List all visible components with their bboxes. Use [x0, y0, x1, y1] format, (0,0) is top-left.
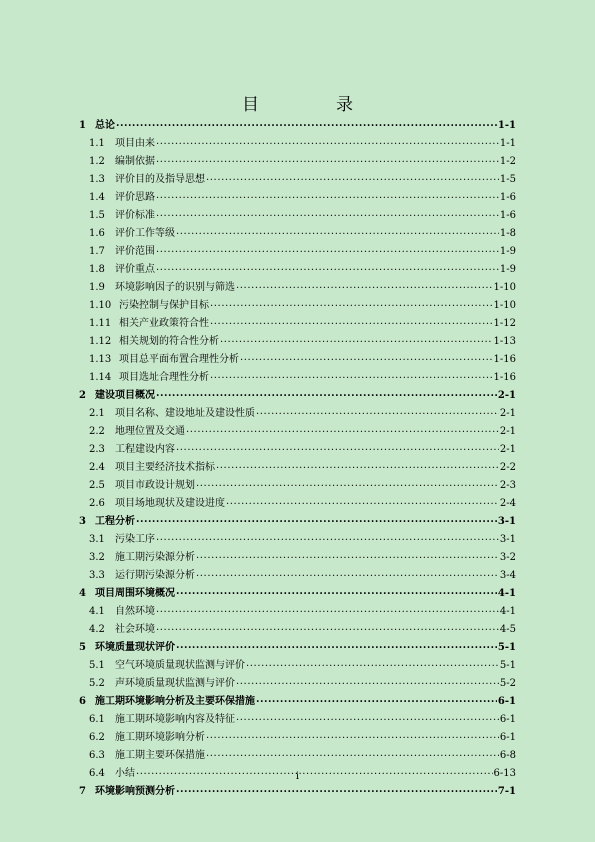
dot-leader: [176, 583, 497, 601]
toc-entry-title: 评价范围: [115, 246, 155, 257]
toc-entry-number: 1: [79, 120, 86, 131]
toc-entry-page: 2-1: [499, 408, 516, 419]
toc-entry-number: 1.6: [89, 228, 105, 239]
toc-entry-page: 6-1: [499, 714, 516, 725]
toc-entry-title: 环境影响预测分析: [95, 786, 175, 797]
toc-entry-page: 2-1: [497, 390, 516, 401]
toc-entry-title: 项目总平面布置合理性分析: [119, 354, 239, 365]
dot-leader: [216, 457, 499, 475]
toc-entry-title: 环境质量现状评价: [95, 642, 175, 653]
toc-entry-number: 3.2: [89, 552, 105, 563]
toc-entry-page: 5-1: [499, 660, 516, 671]
dot-leader: [116, 115, 497, 133]
toc-entry-page: 1-16: [493, 354, 516, 365]
toc-entry-title: 社会环境: [115, 624, 155, 635]
toc-entry-title: 施工期污染源分析: [115, 552, 195, 563]
page-number-footer: i: [295, 771, 300, 782]
toc-entry-page: 5-1: [497, 642, 516, 653]
toc-entry-page: 7-1: [497, 786, 516, 797]
toc-entry-title: 项目名称、建设地址及建设性质: [115, 408, 255, 419]
toc-entry-title: 项目周围环境概况: [95, 588, 175, 599]
toc-entry-page: 1-9: [499, 246, 516, 257]
toc-entry-page: 2-1: [499, 426, 516, 437]
toc-entry-page: 2-4: [499, 498, 516, 509]
dot-leader: [196, 547, 499, 565]
toc-entry-number: 1.3: [89, 174, 105, 185]
toc-entry-number: 4: [79, 588, 86, 599]
toc-entry-title: 相关规划的符合性分析: [119, 336, 219, 347]
toc-entry-page: 1-10: [493, 282, 516, 293]
dot-leader: [206, 727, 499, 745]
toc-entry-page: 3-2: [499, 552, 516, 563]
toc-entry-page: 6-13: [493, 768, 516, 779]
toc-entry-title: 编制依据: [115, 156, 155, 167]
toc-entry-page: 1-1: [499, 138, 516, 149]
toc-entry-title: 项目场地现状及建设进度: [115, 498, 225, 509]
dot-leader: [220, 331, 493, 349]
dot-leader: [256, 691, 497, 709]
dot-leader: [210, 313, 493, 331]
toc-entry-title: 施工期环境影响内容及特征: [115, 714, 235, 725]
toc-entry-number: 3.1: [89, 534, 105, 545]
toc-entry-page: 1-6: [499, 210, 516, 221]
dot-leader: [156, 529, 499, 547]
toc-entry-number: 2.6: [89, 498, 105, 509]
toc-entry-page: 1-13: [493, 336, 516, 347]
toc-entry-number: 6.4: [89, 768, 105, 779]
toc-entry-number: 1.4: [89, 192, 105, 203]
toc-entry-number: 5.1: [89, 660, 105, 671]
toc-entry-page: 6-8: [499, 750, 516, 761]
toc-entry-page: 6-1: [497, 696, 516, 707]
toc-entry-number: 7: [79, 786, 86, 797]
toc-entry-number: 1.10: [89, 300, 112, 311]
toc-entry-number: 2.3: [89, 444, 105, 455]
toc-entry-number: 1.13: [89, 354, 112, 365]
toc-entry-title: 工程分析: [95, 516, 135, 527]
toc-entry-page: 1-10: [493, 300, 516, 311]
toc-entry-title: 自然环境: [115, 606, 155, 617]
toc-entry-page: 1-12: [493, 318, 516, 329]
dot-leader: [246, 655, 499, 673]
toc-entry-title: 评价思路: [115, 192, 155, 203]
dot-leader: [186, 421, 499, 439]
toc-entry-title: 污染工序: [115, 534, 155, 545]
toc-entry-page: 1-2: [499, 156, 516, 167]
dot-leader: [156, 187, 499, 205]
toc-entry-page: 4-1: [497, 588, 516, 599]
dot-leader: [256, 403, 499, 421]
dot-leader: [210, 367, 493, 385]
toc-entry-page: 1-5: [499, 174, 516, 185]
toc-entry-page: 2-1: [499, 444, 516, 455]
toc-entry-number: 1.8: [89, 264, 105, 275]
toc-entry-title: 小结: [115, 768, 135, 779]
toc-entry-page: 1-16: [493, 372, 516, 383]
toc-entry-number: 4.2: [89, 624, 105, 635]
toc-entry-title: 项目市政设计规划: [115, 480, 195, 491]
toc-entry-page: 1-8: [499, 228, 516, 239]
toc-chapter-entry[interactable]: [79, 783, 516, 801]
table-of-contents: [79, 117, 516, 801]
toc-entry-title: 施工期环境影响分析及主要环保措施: [95, 696, 255, 707]
toc-entry-number: 1.2: [89, 156, 105, 167]
toc-entry-title: 总论: [95, 120, 115, 131]
dot-leader: [156, 385, 497, 403]
toc-entry-number: 3: [79, 516, 86, 527]
dot-leader: [156, 619, 499, 637]
toc-entry-title: 环境影响因子的识别与筛选: [115, 282, 235, 293]
toc-entry-title: 评价重点: [115, 264, 155, 275]
dot-leader: [176, 637, 497, 655]
dot-leader: [206, 169, 499, 187]
toc-entry-number: 1.12: [89, 336, 112, 347]
toc-entry-number: 6.2: [89, 732, 105, 743]
toc-entry-number: 1.5: [89, 210, 105, 221]
toc-entry-number: 5: [79, 642, 86, 653]
toc-entry-page: 1-9: [499, 264, 516, 275]
toc-entry-title: 评价标准: [115, 210, 155, 221]
dot-leader: [156, 133, 499, 151]
toc-entry-title: 空气环境质量现状监测与评价: [115, 660, 245, 671]
dot-leader: [196, 475, 499, 493]
toc-entry-number: 2.1: [89, 408, 105, 419]
toc-entry-title: 污染控制与保护目标: [119, 300, 209, 311]
toc-entry-title: 评价工作等级: [115, 228, 175, 239]
toc-entry-number: 2.4: [89, 462, 105, 473]
dot-leader: [156, 151, 499, 169]
toc-entry-title: 项目主要经济技术指标: [115, 462, 215, 473]
toc-entry-title: 项目由来: [115, 138, 155, 149]
toc-entry-page: 5-2: [499, 678, 516, 689]
dot-leader: [196, 565, 499, 583]
dot-leader: [236, 673, 499, 691]
dot-leader: [210, 295, 493, 313]
toc-entry-number: 4.1: [89, 606, 105, 617]
toc-entry-title: 施工期环境影响分析: [115, 732, 205, 743]
dot-leader: [176, 781, 497, 799]
dot-leader: [156, 205, 499, 223]
toc-entry-number: 2.5: [89, 480, 105, 491]
toc-entry-title: 项目选址合理性分析: [119, 372, 209, 383]
toc-entry-number: 5.2: [89, 678, 105, 689]
dot-leader: [156, 259, 499, 277]
dot-leader: [236, 709, 499, 727]
toc-entry-page: 4-5: [499, 624, 516, 635]
dot-leader: [206, 745, 499, 763]
toc-entry-number: 1.11: [89, 318, 112, 329]
toc-entry-title: 评价目的及指导思想: [115, 174, 205, 185]
toc-entry-page: 4-1: [499, 606, 516, 617]
dot-leader: [156, 241, 499, 259]
dot-leader: [176, 439, 499, 457]
toc-entry-title: 声环境质量现状监测与评价: [115, 678, 235, 689]
toc-entry-title: 运行期污染源分析: [115, 570, 195, 581]
toc-entry-page: 6-1: [499, 732, 516, 743]
dot-leader: [176, 223, 499, 241]
dot-leader: [226, 493, 499, 511]
toc-entry-number: 2.2: [89, 426, 105, 437]
toc-entry-title: 地理位置及交通: [115, 426, 185, 437]
page-title: 目 录: [242, 95, 383, 115]
toc-entry-page: 2-2: [499, 462, 516, 473]
toc-entry-title: 建设项目概况: [95, 390, 155, 401]
toc-entry-page: 2-3: [499, 480, 516, 491]
toc-entry-title: 施工期主要环保措施: [115, 750, 205, 761]
toc-entry-page: 3-4: [499, 570, 516, 581]
toc-entry-title: 相关产业政策符合性: [119, 318, 209, 329]
toc-entry-page: 3-1: [499, 534, 516, 545]
toc-entry-number: 6: [79, 696, 86, 707]
toc-entry-number: 1.14: [89, 372, 112, 383]
toc-entry-title: 工程建设内容: [115, 444, 175, 455]
toc-entry-number: 6.1: [89, 714, 105, 725]
dot-leader: [156, 601, 499, 619]
dot-leader: [240, 349, 493, 367]
toc-entry-number: 2: [79, 390, 86, 401]
toc-entry-number: 6.3: [89, 750, 105, 761]
toc-entry-page: 3-1: [497, 516, 516, 527]
toc-entry-page: 1-1: [497, 120, 516, 131]
toc-entry-number: 1.1: [89, 138, 105, 149]
dot-leader: [236, 277, 493, 295]
toc-entry-number: 1.7: [89, 246, 105, 257]
toc-entry-number: 3.3: [89, 570, 105, 581]
toc-entry-number: 1.9: [89, 282, 105, 293]
dot-leader: [136, 511, 497, 529]
toc-entry-page: 1-6: [499, 192, 516, 203]
